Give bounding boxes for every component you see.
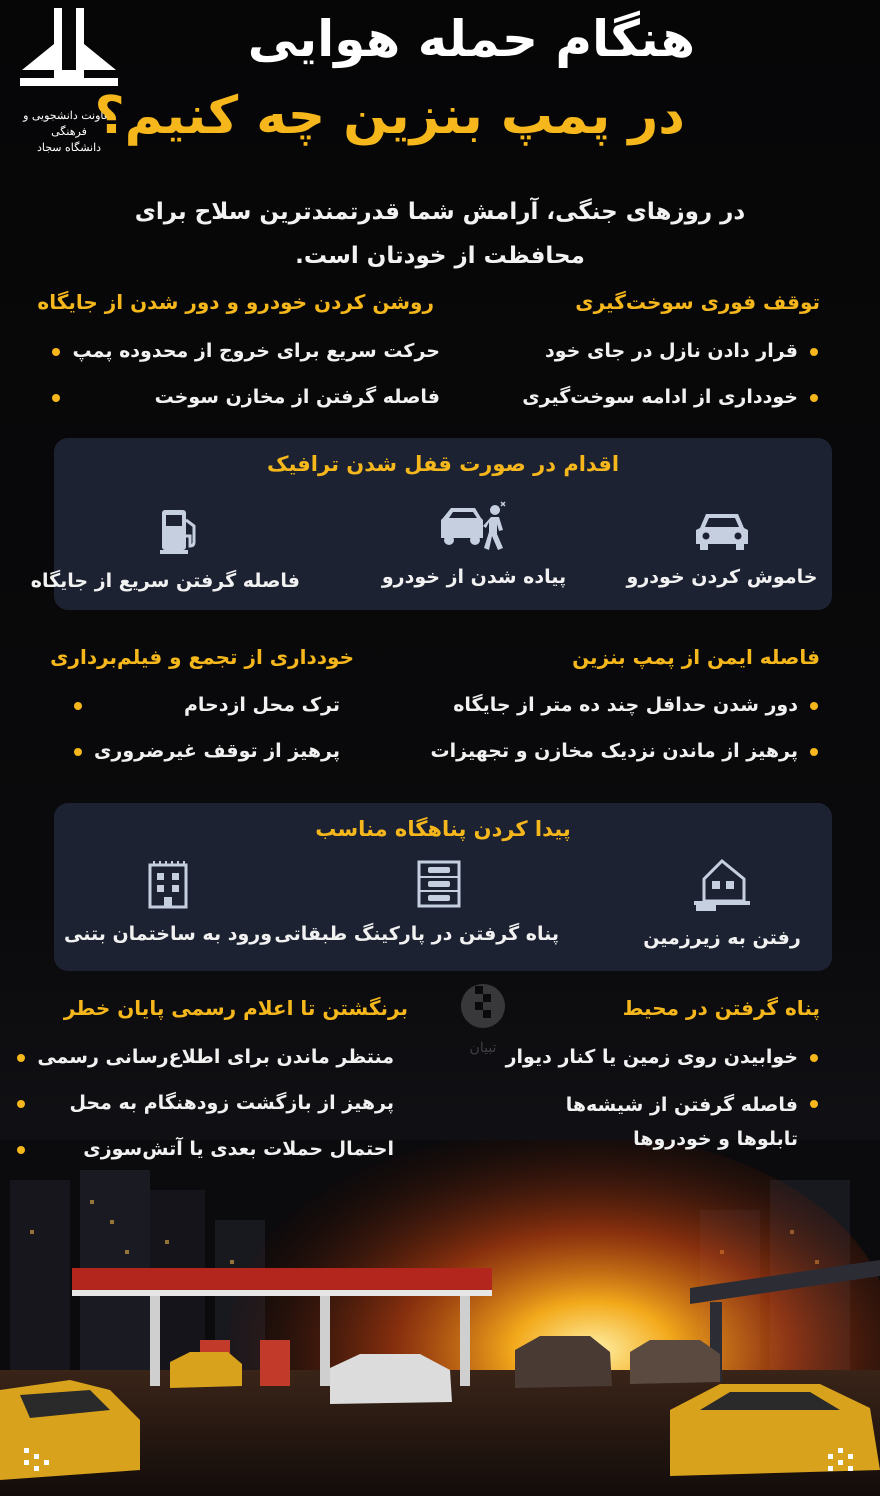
bullet-dot-icon (810, 1100, 818, 1108)
gas-station-explosion-illustration (0, 1140, 880, 1496)
section3-left-list (17, 1042, 394, 1180)
list-item-text: پرهیز از ماندن نزدیک مخازن و تجهیزات (430, 740, 798, 762)
bullet-dot-icon (52, 348, 60, 356)
panel2-item-label: ورود به ساختمان بتنی (63, 923, 273, 945)
traffic-lock-panel-title: اقدام در صورت قفل شدن ترافیک (266, 452, 620, 476)
section2-left-heading: خودداری از تجمع و فیلم‌برداری (50, 645, 354, 669)
corner-dots-icon (22, 1446, 52, 1476)
list-item-text: حرکت سریع برای خروج از محدوده پمپ (72, 340, 440, 362)
panel2-item (48, 859, 288, 945)
panel2-item (602, 857, 842, 949)
intro-text: در روزهای جنگی، آرامش شما قدرتمندترین سلاح برای محافظت از خودتان است. (134, 199, 746, 269)
section1-left-heading: روشن کردن خودرو و دور شدن از جایگاه (37, 290, 434, 314)
shelter-panel-title: پیدا کردن پناهگاه مناسب (315, 817, 571, 841)
list-item (52, 382, 440, 428)
person-leaving-car-icon (439, 500, 509, 552)
list-item-text: منتظر ماندن برای اطلاع‌رسانی رسمی (37, 1046, 394, 1068)
panel1-item-label: فاصله گرفتن سریع از جایگاه (30, 570, 300, 592)
shelter-panel (54, 803, 832, 971)
list-item-text: خودداری از ادامه سوخت‌گیری (522, 386, 798, 408)
bullet-dot-icon (810, 348, 818, 356)
list-item (52, 336, 440, 382)
parking-garage-icon (416, 859, 462, 909)
bullet-dot-icon (52, 394, 60, 402)
panel2-item-label: رفتن به زیرزمین (643, 927, 801, 949)
section3-right-list (506, 1042, 818, 1156)
concrete-building-icon (146, 859, 190, 909)
bullet-dot-icon (810, 702, 818, 710)
bullet-dot-icon (74, 748, 82, 756)
list-item-text: احتمال حملات بعدی یا آتش‌سوزی (83, 1138, 394, 1160)
bullet-dot-icon (810, 394, 818, 402)
list-item-text: پرهیز از توقف غیرضروری (93, 740, 340, 762)
list-item (431, 736, 818, 782)
list-item (431, 690, 818, 736)
bullet-dot-icon (74, 702, 82, 710)
panel2-item (274, 859, 559, 945)
corner-dots-icon (826, 1446, 856, 1476)
list-item (506, 1042, 818, 1088)
list-item (522, 336, 818, 382)
list-item-text: دور شدن حداقل چند ده متر از جایگاه (453, 694, 798, 716)
car-icon (694, 508, 750, 552)
logo-caption-line2: دانشگاه سجاد (36, 141, 102, 154)
traffic-lock-panel (30, 438, 832, 610)
bullet-dot-icon (810, 1054, 818, 1062)
panel1-item (602, 508, 842, 588)
list-item (17, 1088, 394, 1134)
section3-right-heading: پناه گرفتن در محیط (622, 996, 820, 1020)
section1-right-list (522, 336, 818, 428)
list-item-text: فاصله گرفتن از مخازن سوخت (154, 386, 440, 408)
panel2-item-label: پناه گرفتن در پارکینگ طبقاتی (274, 923, 559, 945)
fuel-pump-icon (158, 506, 202, 556)
section1-left-list (52, 336, 440, 428)
list-item (74, 690, 340, 736)
basement-house-icon (692, 857, 752, 913)
watermark-logo-icon (448, 980, 518, 1036)
panel1-item (30, 506, 300, 592)
list-item (508, 1088, 818, 1156)
bullet-dot-icon (17, 1146, 25, 1154)
bullet-dot-icon (17, 1100, 25, 1108)
panel1-item-label: خاموش کردن خودرو (626, 566, 818, 588)
section1-right-heading: توقف فوری سوخت‌گیری (575, 290, 820, 314)
list-item-text: فاصله گرفتن از شیشه‌ها تابلوها و خودروها (565, 1094, 798, 1150)
panel1-item-label: پیاده شدن از خودرو (381, 566, 567, 588)
list-item-text: قرار دادن نازل در جای خود (545, 340, 798, 362)
panel1-item (354, 500, 594, 588)
page-title-line2: در پمپ بنزین چه کنیم؟ (94, 86, 685, 146)
section2-right-list (431, 690, 818, 782)
list-item-text: ترک محل ازدحام (183, 694, 340, 716)
bullet-dot-icon (17, 1054, 25, 1062)
list-item (74, 736, 340, 782)
list-item (17, 1134, 394, 1180)
bullet-dot-icon (810, 748, 818, 756)
watermark-text: تبیان (469, 1040, 497, 1056)
list-item-text: پرهیز از بازگشت زودهنگام به محل (69, 1092, 394, 1114)
list-item-text: خوابیدن روی زمین یا کنار دیوار (505, 1046, 798, 1068)
section2-right-heading: فاصله ایمن از پمپ بنزین (572, 645, 820, 669)
section3-left-heading: برنگشتن تا اعلام رسمی پایان خطر (63, 996, 408, 1020)
list-item (522, 382, 818, 428)
page-title-line1: هنگام حمله هوایی (247, 10, 695, 68)
logo-caption-line1: معاونت دانشجویی و فرهنگی (23, 109, 115, 138)
section2-left-list (74, 690, 340, 782)
list-item (17, 1042, 394, 1088)
